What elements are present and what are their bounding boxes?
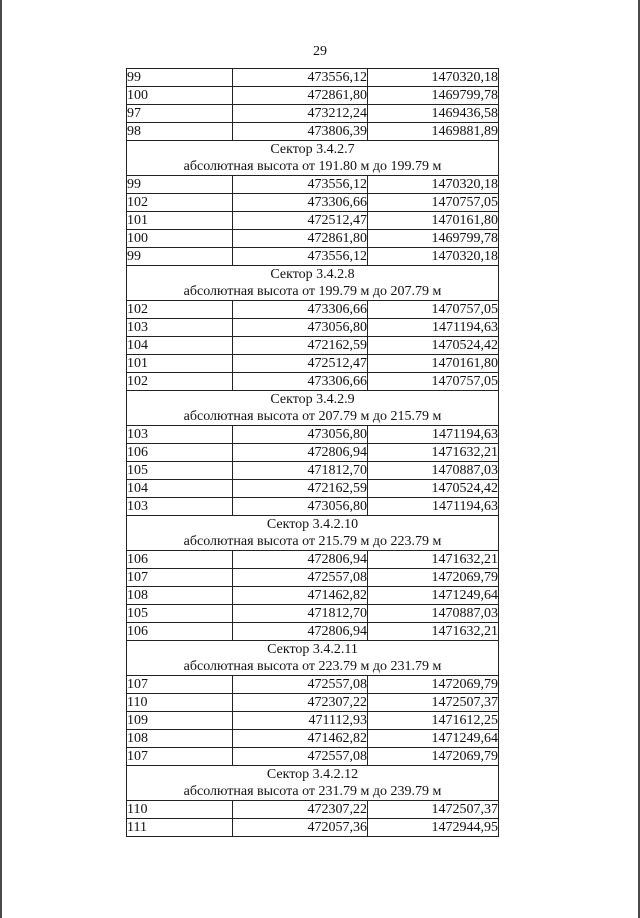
- y-coordinate-cell: 1469799,78: [368, 87, 499, 105]
- point-number-cell: 104: [127, 480, 233, 498]
- table-row: [127, 801, 499, 819]
- x-coordinate-cell: 472861,80: [233, 87, 368, 105]
- sector-header-row: [127, 766, 499, 801]
- point-number-cell: 99: [127, 176, 233, 194]
- table-row: [127, 87, 499, 105]
- point-number-cell: 108: [127, 587, 233, 605]
- x-coordinate-cell: 472557,08: [233, 569, 368, 587]
- coordinates-table: [126, 68, 499, 837]
- point-number-cell: 101: [127, 355, 233, 373]
- y-coordinate-cell: 1471632,21: [368, 444, 499, 462]
- x-coordinate-cell: 472557,08: [233, 676, 368, 694]
- page-number: 29: [313, 44, 327, 59]
- x-coordinate-cell: 472307,22: [233, 694, 368, 712]
- x-coordinate-cell: 473056,80: [233, 426, 368, 444]
- table-row: [127, 194, 499, 212]
- table-row: [127, 730, 499, 748]
- y-coordinate-cell: 1470757,05: [368, 373, 499, 391]
- sector-header-row: [127, 516, 499, 551]
- y-coordinate-cell: 1472507,37: [368, 694, 499, 712]
- x-coordinate-cell: 473212,24: [233, 105, 368, 123]
- y-coordinate-cell: 1472069,79: [368, 676, 499, 694]
- point-number-cell: 106: [127, 551, 233, 569]
- table-row: [127, 355, 499, 373]
- x-coordinate-cell: 472557,08: [233, 748, 368, 766]
- sector-title: Сектор 3.4.2.10: [266, 517, 359, 532]
- x-coordinate-cell: 473306,66: [233, 194, 368, 212]
- point-number-cell: 102: [127, 194, 233, 212]
- point-number-cell: 107: [127, 748, 233, 766]
- y-coordinate-cell: 1471612,25: [368, 712, 499, 730]
- table-row: [127, 462, 499, 480]
- table-row: [127, 623, 499, 641]
- sector-header: [127, 516, 499, 551]
- x-coordinate-cell: 472307,22: [233, 801, 368, 819]
- x-coordinate-cell: 472057,36: [233, 819, 368, 837]
- point-number-cell: 103: [127, 498, 233, 516]
- sector-title: Сектор 3.4.2.7: [270, 142, 355, 157]
- table-row: [127, 248, 499, 266]
- y-coordinate-cell: 1471194,63: [368, 498, 499, 516]
- y-coordinate-cell: 1472069,79: [368, 569, 499, 587]
- point-number-cell: 101: [127, 212, 233, 230]
- x-coordinate-cell: 471462,82: [233, 730, 368, 748]
- x-coordinate-cell: 473806,39: [233, 123, 368, 141]
- table-row: [127, 694, 499, 712]
- x-coordinate-cell: 472162,59: [233, 337, 368, 355]
- y-coordinate-cell: 1469881,89: [368, 123, 499, 141]
- sector-altitude-range: абсолютная высота от 207.79 м до 215.79 м: [183, 409, 442, 424]
- x-coordinate-cell: 473556,12: [233, 248, 368, 266]
- sector-title: Сектор 3.4.2.11: [267, 642, 358, 657]
- table-row: [127, 426, 499, 444]
- y-coordinate-cell: 1470524,42: [368, 337, 499, 355]
- table-row: [127, 712, 499, 730]
- x-coordinate-cell: 473306,66: [233, 301, 368, 319]
- point-number-cell: 108: [127, 730, 233, 748]
- y-coordinate-cell: 1470320,18: [368, 176, 499, 194]
- table-row: [127, 569, 499, 587]
- y-coordinate-cell: 1469436,58: [368, 105, 499, 123]
- point-number-cell: 99: [127, 248, 233, 266]
- sector-altitude-range: абсолютная высота от 199.79 м до 207.79 м: [183, 284, 442, 299]
- point-number-cell: 100: [127, 87, 233, 105]
- sector-title: Сектор 3.4.2.8: [270, 267, 355, 282]
- sector-altitude-range: абсолютная высота от 191.80 м до 199.79 м: [183, 159, 442, 174]
- y-coordinate-cell: 1470524,42: [368, 480, 499, 498]
- table-row: [127, 230, 499, 248]
- point-number-cell: 104: [127, 337, 233, 355]
- point-number-cell: 111: [127, 819, 233, 837]
- sector-header-row: [127, 266, 499, 301]
- y-coordinate-cell: 1471249,64: [368, 730, 499, 748]
- x-coordinate-cell: 473056,80: [233, 319, 368, 337]
- point-number-cell: 109: [127, 712, 233, 730]
- sector-header: [127, 141, 499, 176]
- x-coordinate-cell: 471812,70: [233, 605, 368, 623]
- table-row: [127, 212, 499, 230]
- table-row: [127, 748, 499, 766]
- x-coordinate-cell: 471112,93: [233, 712, 368, 730]
- x-coordinate-cell: 472512,47: [233, 355, 368, 373]
- y-coordinate-cell: 1470757,05: [368, 301, 499, 319]
- y-coordinate-cell: 1471249,64: [368, 587, 499, 605]
- x-coordinate-cell: 473556,12: [233, 176, 368, 194]
- table-row: [127, 551, 499, 569]
- table-row: [127, 105, 499, 123]
- x-coordinate-cell: 472861,80: [233, 230, 368, 248]
- x-coordinate-cell: 473056,80: [233, 498, 368, 516]
- point-number-cell: 99: [127, 69, 233, 87]
- y-coordinate-cell: 1470757,05: [368, 194, 499, 212]
- x-coordinate-cell: 473306,66: [233, 373, 368, 391]
- table-row: [127, 176, 499, 194]
- point-number-cell: 97: [127, 105, 233, 123]
- table-row: [127, 337, 499, 355]
- point-number-cell: 107: [127, 569, 233, 587]
- x-coordinate-cell: 472806,94: [233, 551, 368, 569]
- sector-header-row: [127, 141, 499, 176]
- table-row: [127, 676, 499, 694]
- y-coordinate-cell: 1472507,37: [368, 801, 499, 819]
- sector-header-row: [127, 391, 499, 426]
- point-number-cell: 106: [127, 444, 233, 462]
- x-coordinate-cell: 472512,47: [233, 212, 368, 230]
- table-row: [127, 301, 499, 319]
- x-coordinate-cell: 471812,70: [233, 462, 368, 480]
- table-row: [127, 123, 499, 141]
- sector-title: Сектор 3.4.2.9: [270, 392, 355, 407]
- table-row: [127, 69, 499, 87]
- sector-header-row: [127, 641, 499, 676]
- table-row: [127, 587, 499, 605]
- y-coordinate-cell: 1472069,79: [368, 748, 499, 766]
- table-row: [127, 319, 499, 337]
- scan-edge-left: [0, 0, 2, 918]
- y-coordinate-cell: 1470887,03: [368, 462, 499, 480]
- x-coordinate-cell: 471462,82: [233, 587, 368, 605]
- y-coordinate-cell: 1470161,80: [368, 212, 499, 230]
- y-coordinate-cell: 1472944,95: [368, 819, 499, 837]
- point-number-cell: 103: [127, 319, 233, 337]
- table-row: [127, 373, 499, 391]
- y-coordinate-cell: 1470161,80: [368, 355, 499, 373]
- sector-header: [127, 391, 499, 426]
- y-coordinate-cell: 1471632,21: [368, 623, 499, 641]
- y-coordinate-cell: 1471632,21: [368, 551, 499, 569]
- table-row: [127, 480, 499, 498]
- y-coordinate-cell: 1471194,63: [368, 319, 499, 337]
- point-number-cell: 106: [127, 623, 233, 641]
- y-coordinate-cell: 1471194,63: [368, 426, 499, 444]
- coordinates-table-body: [127, 69, 499, 837]
- point-number-cell: 98: [127, 123, 233, 141]
- table-row: [127, 444, 499, 462]
- point-number-cell: 110: [127, 801, 233, 819]
- sector-altitude-range: абсолютная высота от 215.79 м до 223.79 м: [183, 534, 442, 549]
- y-coordinate-cell: 1470320,18: [368, 69, 499, 87]
- y-coordinate-cell: 1470320,18: [368, 248, 499, 266]
- table-row: [127, 819, 499, 837]
- x-coordinate-cell: 472806,94: [233, 623, 368, 641]
- sector-altitude-range: абсолютная высота от 223.79 м до 231.79 м: [183, 659, 442, 674]
- table-row: [127, 605, 499, 623]
- sector-title: Сектор 3.4.2.12: [266, 767, 359, 782]
- point-number-cell: 102: [127, 301, 233, 319]
- sector-header: [127, 641, 499, 676]
- point-number-cell: 110: [127, 694, 233, 712]
- y-coordinate-cell: 1469799,78: [368, 230, 499, 248]
- point-number-cell: 102: [127, 373, 233, 391]
- sector-header: [127, 266, 499, 301]
- y-coordinate-cell: 1470887,03: [368, 605, 499, 623]
- point-number-cell: 107: [127, 676, 233, 694]
- x-coordinate-cell: 472162,59: [233, 480, 368, 498]
- x-coordinate-cell: 473556,12: [233, 69, 368, 87]
- sector-altitude-range: абсолютная высота от 231.79 м до 239.79 м: [183, 784, 442, 799]
- x-coordinate-cell: 472806,94: [233, 444, 368, 462]
- point-number-cell: 100: [127, 230, 233, 248]
- table-row: [127, 498, 499, 516]
- sector-header: [127, 766, 499, 801]
- point-number-cell: 103: [127, 426, 233, 444]
- point-number-cell: 105: [127, 605, 233, 623]
- point-number-cell: 105: [127, 462, 233, 480]
